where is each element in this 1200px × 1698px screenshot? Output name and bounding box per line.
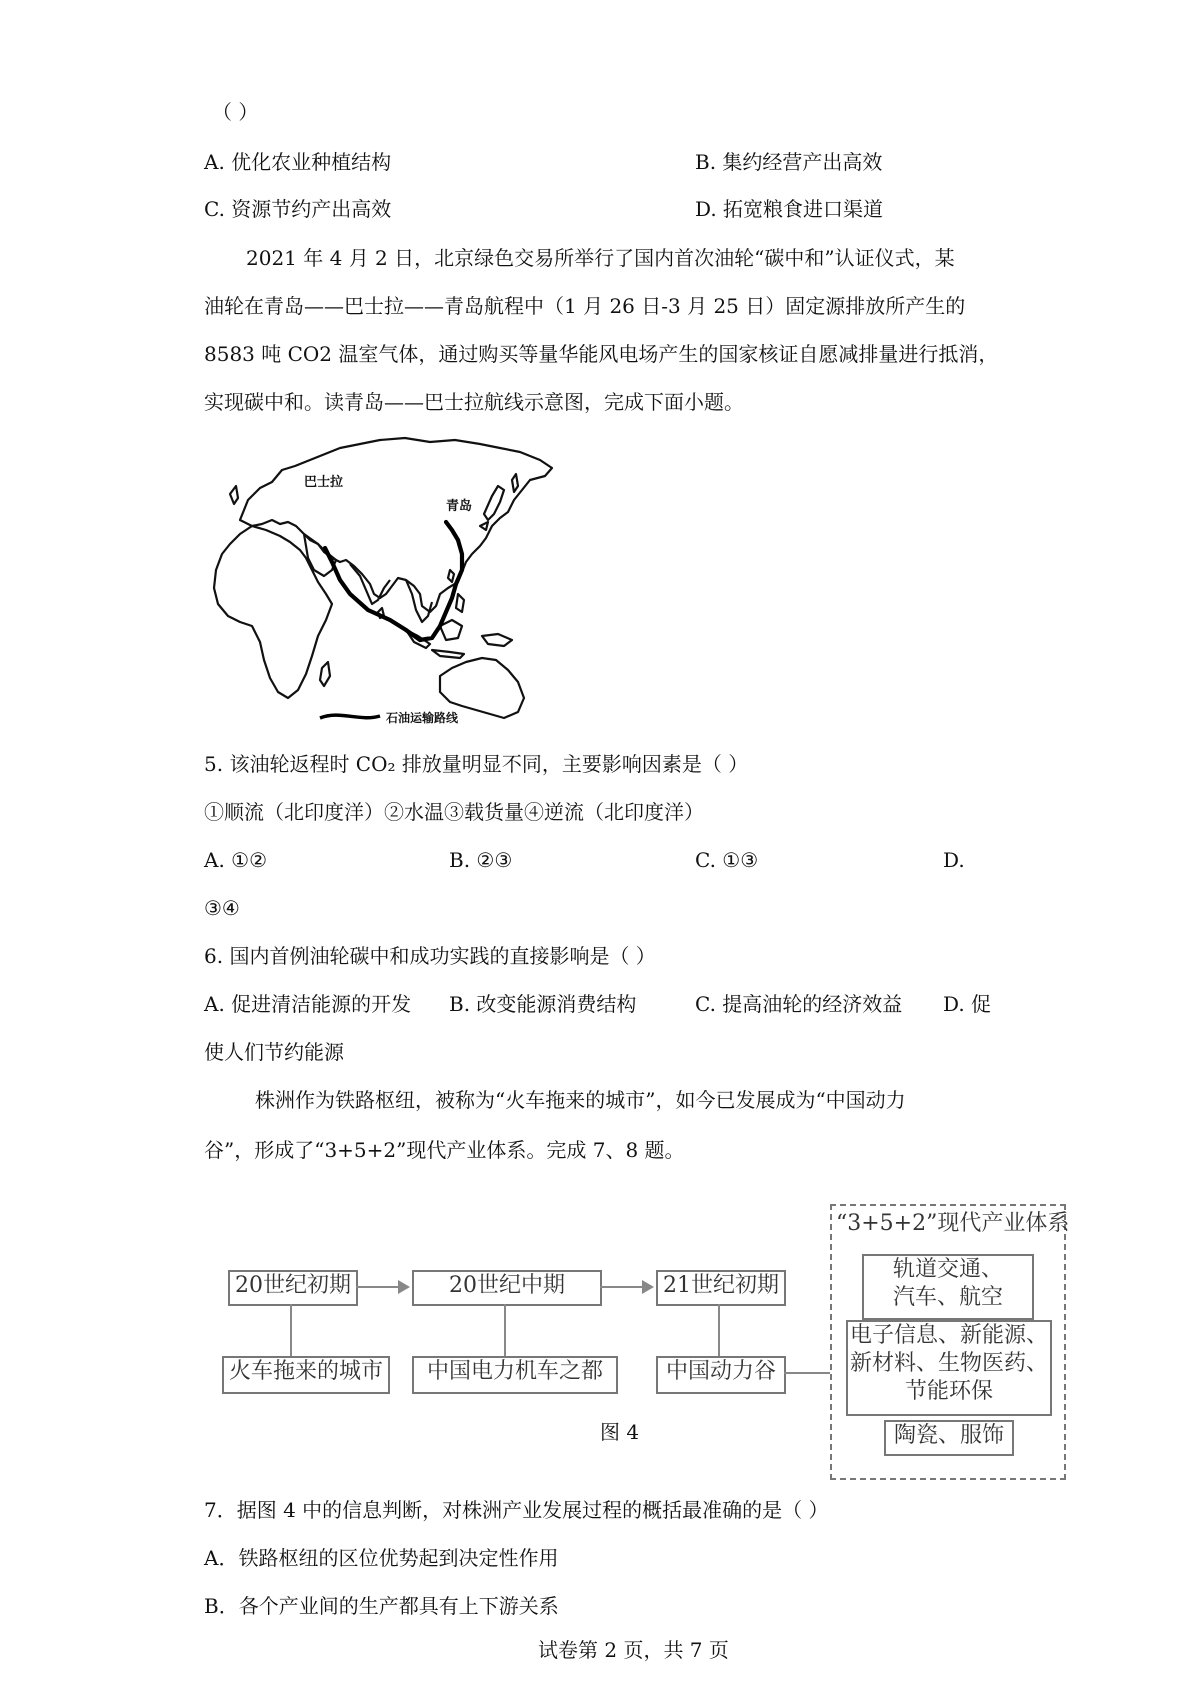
oil-route-line <box>325 522 462 640</box>
connector-3 <box>718 1304 720 1356</box>
passage1-line1: 2021 年 4 月 2 日，北京绿色交易所举行了国内首次油轮“碳中和”认证仪式，某 <box>246 246 955 270</box>
africa-outline <box>214 526 332 698</box>
q6-option-d: D. 促 <box>943 992 992 1016</box>
name3-box: 中国动力谷 <box>656 1356 786 1394</box>
q7-stem: 7．据图 4 中的信息判断，对株洲产业发展过程的概括最准确的是（ ） <box>204 1498 829 1522</box>
q5-option-d-cont: ③④ <box>204 896 240 920</box>
philippines <box>456 594 464 612</box>
japan-outline <box>484 486 504 520</box>
group2-box <box>846 1320 1052 1416</box>
legend-line <box>320 715 380 718</box>
q6-option-c: C. 提高油轮的经济效益 <box>695 992 903 1016</box>
group1-line2: 汽车、航空 <box>892 1285 1003 1310</box>
route-map <box>200 430 600 730</box>
label-qingdao: 青岛 <box>446 499 473 514</box>
newguinea <box>482 634 512 646</box>
madagascar <box>320 662 330 686</box>
q5-option-b: B. ②③ <box>449 848 513 872</box>
q5-option-c: C. ①③ <box>695 848 759 872</box>
group1-line1: 轨道交通、 <box>892 1257 1003 1282</box>
group3-box: 陶瓷、服饰 <box>884 1420 1014 1456</box>
passage2-line2: 谷”，形成了“3+5+2”现代产业体系。完成 7、8 题。 <box>204 1138 685 1162</box>
q4-option-d: D. 拓宽粮食进口渠道 <box>695 197 884 221</box>
eurasia-outline <box>240 438 552 612</box>
connector-2 <box>504 1304 506 1356</box>
java <box>432 650 464 658</box>
q7-option-b: B．各个产业间的生产都具有上下游关系 <box>204 1594 559 1618</box>
q5-option-a: A. ①② <box>204 848 268 872</box>
q4-option-a: A. 优化农业种植结构 <box>204 150 392 174</box>
name1-box: 火车拖来的城市 <box>222 1356 390 1394</box>
arrow-1 <box>356 1286 408 1288</box>
arrow-2 <box>600 1286 652 1288</box>
system-title: “3+5+2”现代产业体系 <box>836 1211 1070 1236</box>
passage1-line3: 8583 吨 CO2 温室气体，通过购买等量华能风电场产生的国家核证自愿减排量进行抵消， <box>204 342 999 366</box>
group2-line2: 新材料、生物医药、 <box>849 1351 1048 1376</box>
q4-option-c: C. 资源节约产出高效 <box>204 197 392 221</box>
q6-option-b: B. 改变能源消费结构 <box>449 992 637 1016</box>
stage3-box: 21世纪初期 <box>656 1270 786 1306</box>
q6-stem: 6. 国内首例油轮碳中和成功实践的直接影响是（ ） <box>204 944 656 968</box>
q4-option-b: B. 集约经营产出高效 <box>695 150 883 174</box>
q5-stem: 5. 该油轮返程时 CO₂ 排放量明显不同，主要影响因素是（ ） <box>204 752 749 776</box>
q4-answer-bracket: （ ） <box>212 100 259 124</box>
q7-option-a: A．铁路枢纽的区位优势起到决定性作用 <box>204 1546 559 1570</box>
indochina-outline <box>406 580 432 622</box>
group2-line1: 电子信息、新能源、 <box>849 1323 1048 1348</box>
q6-option-a: A. 促进清洁能源的开发 <box>204 992 412 1016</box>
sakhalin <box>512 474 518 492</box>
group1-box <box>862 1254 1034 1320</box>
label-basra: 巴士拉 <box>304 475 344 490</box>
name2-box: 中国电力机车之都 <box>412 1356 618 1394</box>
stage2-box: 20世纪中期 <box>412 1270 602 1306</box>
connector-to-system <box>784 1372 830 1374</box>
uk <box>230 486 238 504</box>
passage1-line4: 实现碳中和。读青岛——巴士拉航线示意图，完成下面小题。 <box>204 390 744 414</box>
figure4-caption: 图 4 <box>600 1420 640 1444</box>
connector-1 <box>290 1304 292 1356</box>
legend-label: 石油运输路线 <box>386 711 459 725</box>
japan-south <box>480 522 488 530</box>
passage1-line2: 油轮在青岛——巴士拉——青岛航程中（1 月 26 日-3 月 25 日）固定源排放所产生的 <box>204 294 966 318</box>
q6-option-d-cont: 使人们节约能源 <box>204 1040 344 1064</box>
q5-option-d: D. <box>943 848 965 872</box>
passage2-line1: 株洲作为铁路枢纽，被称为“火车拖来的城市”，如今已发展成为“中国动力 <box>255 1088 906 1112</box>
taiwan <box>448 570 454 582</box>
group2-line3: 节能环保 <box>904 1379 993 1404</box>
stage1-box: 20世纪初期 <box>228 1270 358 1306</box>
q5-items: ①顺流（北印度洋）②水温③载货量④逆流（北印度洋） <box>204 800 704 824</box>
page-footer: 试卷第 2 页，共 7 页 <box>538 1638 729 1662</box>
australia-outline <box>440 658 524 718</box>
